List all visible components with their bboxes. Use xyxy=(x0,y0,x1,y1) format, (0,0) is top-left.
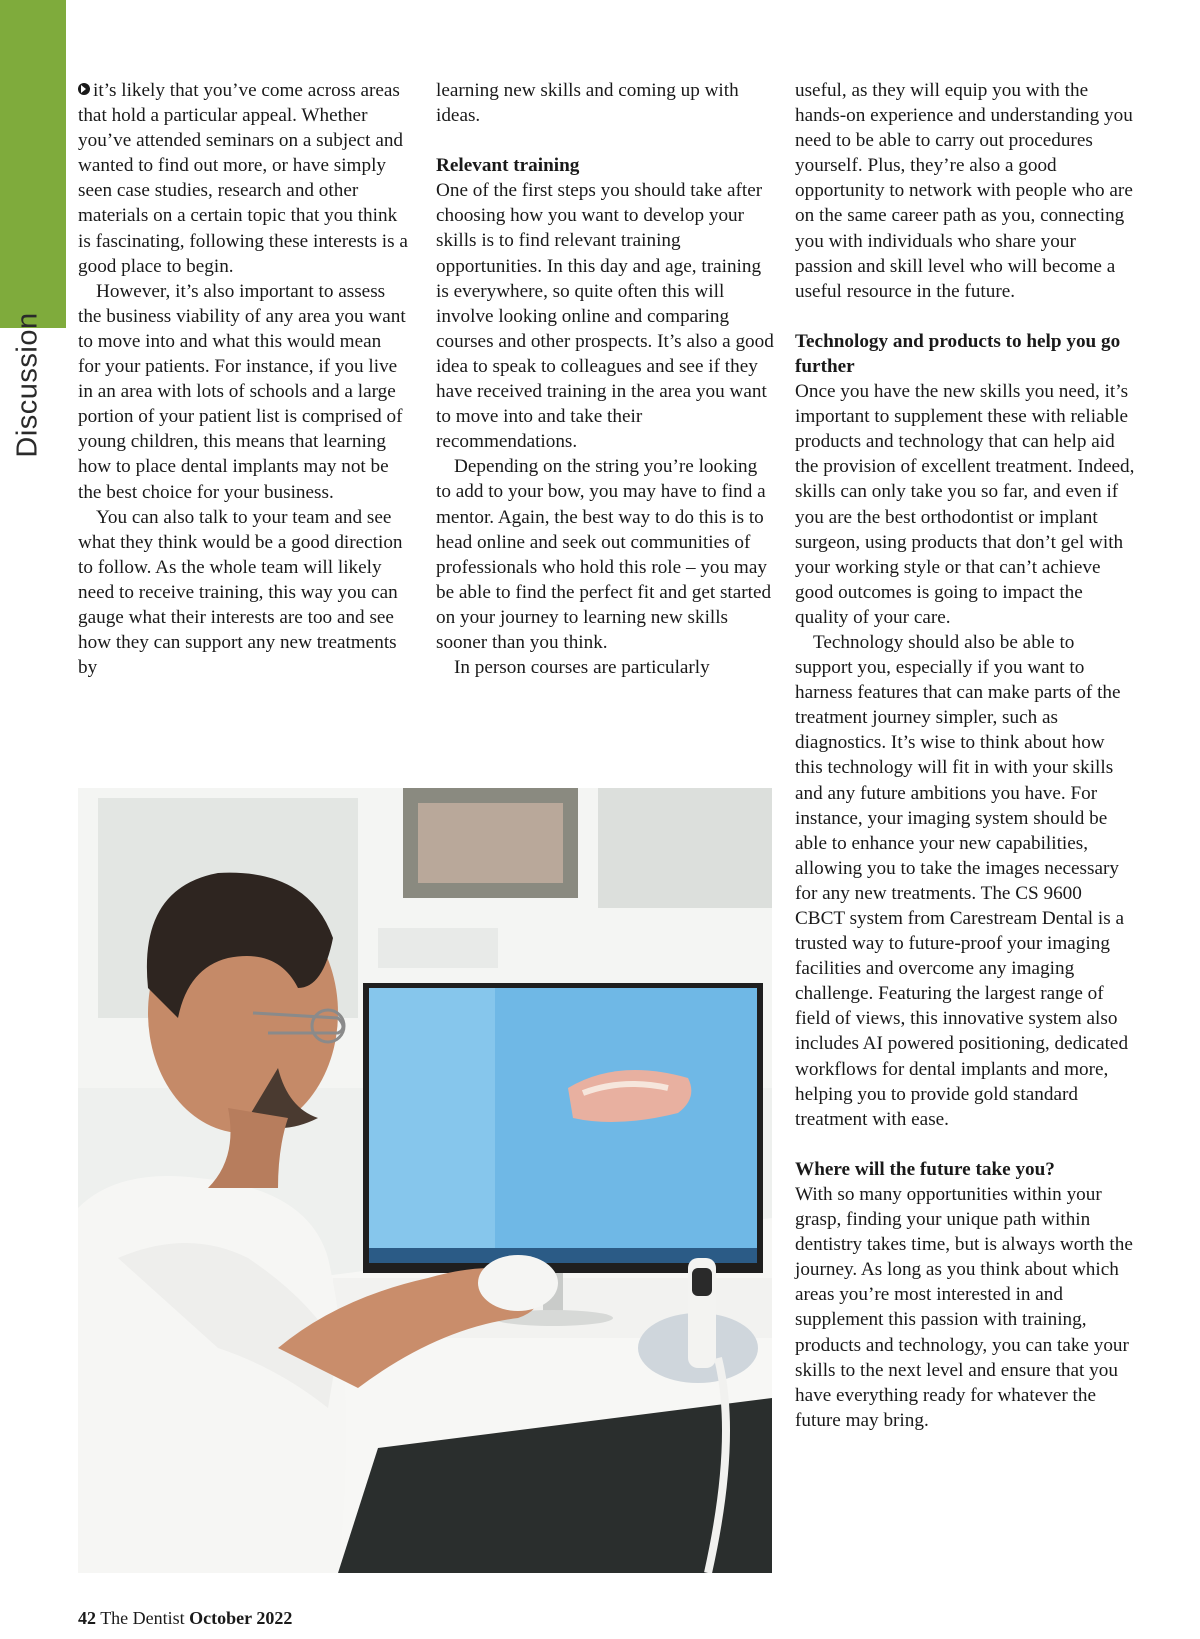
column-2 xyxy=(436,78,776,680)
paragraph: One of the first steps you should take after choosing how you want to develop your skills is to find relevant training opportunities. In this day and age, training is everywhere, so quite often this will involve looking online and comparing courses and other prospects. It’s also a good idea to speak to colleagues and see if they have received training in the area you want to move into and take their recommendations. xyxy=(436,180,774,453)
column-1 xyxy=(78,78,408,680)
subheading: Relevant training xyxy=(436,155,580,177)
paragraph: learning new skills and coming up with ideas. xyxy=(436,80,739,127)
paragraph: useful, as they will equip you with the hands-on experience and understanding you need to be able to carry out procedures yourself. Plus, they’re also a good opportunity to network with people who are on the same career path as you, connecting you with individuals who share your passion and skill level who will become a useful resource in the future. xyxy=(795,80,1133,302)
paragraph: In person courses are particularly xyxy=(454,657,710,679)
subheading: Technology and products to help you go further xyxy=(795,330,1121,377)
issue-date: October 2022 xyxy=(189,1608,293,1628)
paragraph: You can also talk to your team and see what they think would be a good direction to follow. As the whole team will likely need to receive training, this way you can gauge what their interests are too and see how they can support any new treatments by xyxy=(78,506,403,679)
paragraph: it’s likely that you’ve come across areas that hold a particular appeal. Whether you’ve attended seminars on a subject and wanted to find out more, or have simply seen case studies, research and other materials on a certain topic that you think is fascinating, following these interests is a good place to begin. xyxy=(78,80,408,277)
paragraph: Once you have the new skills you need, it’s important to supplement these with reliable products and technology that can help aid the provision of excellent treatment. Indeed, skills can only take you so far, and even if you are the best orthodontist or implant surgeon, using products that don’t gel with your working style or that can’t achieve good outcomes is going to impact the quality of your care. xyxy=(795,381,1135,628)
paragraph: However, it’s also important to assess the business viability of any area you want to move into and what this would mean for your patients. For instance, if you live in an area with lots of schools and a large portion of your patient list is comprised of young children, this means that learning how to place dental implants may not be the best choice for your business. xyxy=(78,280,406,503)
page-footer xyxy=(78,1608,292,1629)
dentist-at-computer-photo xyxy=(78,788,772,1573)
paragraph: With so many opportunities within your grasp, finding your unique path within dentistry takes time, but is always worth the journey. As long as you think about which areas you’re most interested in and supplement this passion with training, products and technology, you can take your skills to the next level and ensure that you have everything ready for whatever the future may bring. xyxy=(795,1183,1133,1431)
section-color-bar xyxy=(0,0,66,328)
paragraph: Depending on the string you’re looking to add to your bow, you may have to find a mentor. Again, the best way to do this is to head online and seek out communities of professionals who hold this role – you may be able to find the perfect fit and get started on your journey to learning new skills sooner than you think. xyxy=(436,456,772,653)
continuation-arrow-icon xyxy=(78,83,90,95)
paragraph: Technology should also be able to support you, especially if you want to harness features that can make parts of the treatment journey simpler, such as diagnostics. It’s wise to think about how this technology will fit in with your skills and any future ambitions you have. For instance, your imaging system should be able to enhance your new capabilities, allowing you to take the images necessary for any new treatments. The CS 9600 CBCT system from Carestream Dental is a trusted way to future-proof your imaging facilities and overcome any imaging challenge. Featuring the largest range of field of views, this innovative system also includes AI powered positioning, dedicated workflows for dental implants and more, helping you to provide gold standard treatment with ease. xyxy=(795,631,1129,1130)
subheading: Where will the future take you? xyxy=(795,1158,1055,1180)
page-number: 42 xyxy=(78,1608,96,1628)
column-3 xyxy=(795,78,1135,1433)
photo-illustration xyxy=(78,788,772,1573)
section-label: Discussion xyxy=(11,312,44,458)
publication-name: The Dentist xyxy=(100,1608,185,1628)
